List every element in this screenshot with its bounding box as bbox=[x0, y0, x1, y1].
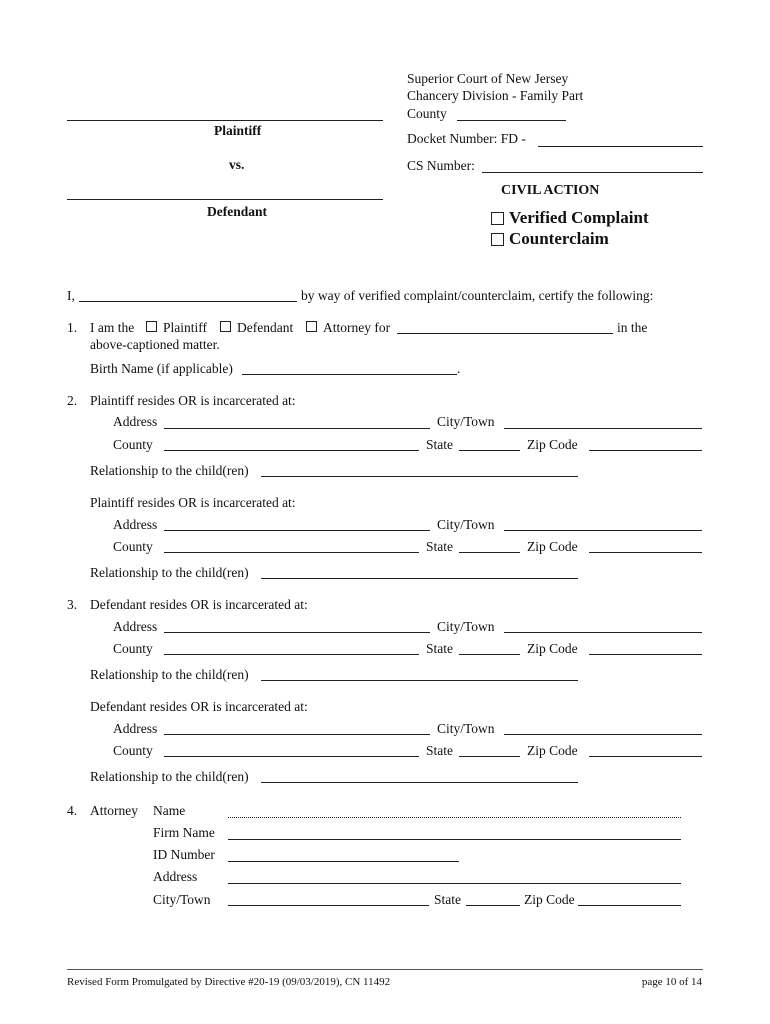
plaintiff-state-field[interactable] bbox=[459, 450, 520, 451]
i-am-the-label: I am the bbox=[90, 320, 135, 335]
address-label: Address bbox=[113, 414, 158, 429]
zip-code-label: Zip Code bbox=[527, 743, 578, 758]
plaintiff-caption-label: Plaintiff bbox=[214, 123, 262, 138]
defendant-state-field[interactable] bbox=[459, 654, 520, 655]
counterclaim-label: Counterclaim bbox=[509, 229, 609, 248]
birth-name-period: . bbox=[457, 361, 461, 376]
court-division: Chancery Division - Family Part bbox=[407, 88, 584, 103]
firm-name-label: Firm Name bbox=[153, 825, 215, 840]
id-number-label: ID Number bbox=[153, 847, 215, 862]
relationship-label: Relationship to the child(ren) bbox=[90, 565, 249, 580]
footer-divider bbox=[67, 969, 703, 970]
certify-text: by way of verified complaint/counterclaim, certify the following: bbox=[301, 288, 654, 303]
attorney-label: Attorney bbox=[90, 803, 138, 818]
verified-complaint-checkbox[interactable] bbox=[491, 212, 504, 225]
cs-number-label: CS Number: bbox=[407, 158, 475, 173]
firm-name-field[interactable] bbox=[228, 839, 681, 840]
defendant-2-relationship-field[interactable] bbox=[261, 782, 578, 783]
attorney-name-field[interactable] bbox=[228, 817, 681, 818]
defendant-option-label: Defendant bbox=[237, 320, 294, 335]
plaintiff-city-field[interactable] bbox=[504, 428, 702, 429]
defendant-city-field[interactable] bbox=[504, 632, 702, 633]
city-town-label: City/Town bbox=[437, 721, 495, 736]
city-town-label: City/Town bbox=[437, 619, 495, 634]
in-the-label: in the bbox=[617, 320, 648, 335]
docket-number-field[interactable] bbox=[538, 146, 703, 147]
defendant-zip-field[interactable] bbox=[589, 654, 702, 655]
page-number: page 10 of 14 bbox=[641, 976, 702, 988]
zip-code-label: Zip Code bbox=[527, 539, 578, 554]
defendant-residence-heading-2: Defendant resides OR is incarcerated at: bbox=[90, 699, 308, 714]
item-3-number: 3. bbox=[67, 597, 78, 612]
defendant-caption-label: Defendant bbox=[207, 204, 267, 219]
plaintiff-address-field[interactable] bbox=[164, 428, 430, 429]
attorney-state-field[interactable] bbox=[466, 905, 520, 906]
vs-label: vs. bbox=[229, 157, 245, 172]
attorney-for-label: Attorney for bbox=[323, 320, 391, 335]
docket-number-label: Docket Number: FD - bbox=[407, 131, 526, 146]
plaintiff-2-state-field[interactable] bbox=[459, 552, 520, 553]
verified-complaint-label: Verified Complaint bbox=[509, 208, 649, 227]
relationship-label: Relationship to the child(ren) bbox=[90, 463, 249, 478]
plaintiff-option-label: Plaintiff bbox=[163, 320, 208, 335]
attorney-zip-label: Zip Code bbox=[524, 892, 575, 907]
plaintiff-residence-heading: Plaintiff resides OR is incarcerated at: bbox=[90, 393, 296, 408]
county-label: County bbox=[113, 539, 153, 554]
attorney-city-field[interactable] bbox=[228, 905, 429, 906]
state-label: State bbox=[426, 641, 453, 656]
attorney-state-label: State bbox=[434, 892, 461, 907]
defendant-2-state-field[interactable] bbox=[459, 756, 520, 757]
plaintiff-2-county-field[interactable] bbox=[164, 552, 419, 553]
zip-code-label: Zip Code bbox=[527, 641, 578, 656]
plaintiff-2-zip-field[interactable] bbox=[589, 552, 702, 553]
certifier-name-field[interactable] bbox=[79, 301, 297, 302]
plaintiff-residence-heading-2: Plaintiff resides OR is incarcerated at: bbox=[90, 495, 296, 510]
attorney-address-label: Address bbox=[153, 869, 198, 884]
relationship-label: Relationship to the child(ren) bbox=[90, 667, 249, 682]
defendant-residence-heading: Defendant resides OR is incarcerated at: bbox=[90, 597, 308, 612]
item-2-number: 2. bbox=[67, 393, 78, 408]
court-name: Superior Court of New Jersey bbox=[407, 71, 569, 86]
counterclaim-checkbox[interactable] bbox=[491, 233, 504, 246]
relationship-label: Relationship to the child(ren) bbox=[90, 769, 249, 784]
attorney-zip-field[interactable] bbox=[578, 905, 681, 906]
attorney-for-field[interactable] bbox=[397, 333, 613, 334]
state-label: State bbox=[426, 743, 453, 758]
birth-name-label: Birth Name (if applicable) bbox=[90, 361, 233, 376]
plaintiff-relationship-field[interactable] bbox=[261, 476, 578, 477]
cs-number-field[interactable] bbox=[482, 172, 703, 173]
above-captioned-label: above-captioned matter. bbox=[90, 337, 220, 352]
defendant-address-field[interactable] bbox=[164, 632, 430, 633]
plaintiff-checkbox[interactable] bbox=[146, 321, 157, 332]
address-label: Address bbox=[113, 721, 158, 736]
defendant-county-field[interactable] bbox=[164, 654, 419, 655]
plaintiff-name-field[interactable] bbox=[67, 120, 383, 121]
revised-form-note: Revised Form Promulgated by Directive #20-19 (09/03/2019), CN 11492 bbox=[67, 976, 391, 988]
county-label: County bbox=[407, 106, 447, 121]
attorney-for-checkbox[interactable] bbox=[306, 321, 317, 332]
zip-code-label: Zip Code bbox=[527, 437, 578, 452]
plaintiff-2-city-field[interactable] bbox=[504, 530, 702, 531]
county-field[interactable] bbox=[457, 120, 566, 121]
address-label: Address bbox=[113, 517, 158, 532]
intro-i-label: I, bbox=[67, 288, 75, 303]
city-town-label: City/Town bbox=[437, 517, 495, 532]
defendant-2-address-field[interactable] bbox=[164, 734, 430, 735]
state-label: State bbox=[426, 539, 453, 554]
birth-name-field[interactable] bbox=[242, 374, 457, 375]
attorney-name-label: Name bbox=[153, 803, 186, 818]
city-town-label: City/Town bbox=[437, 414, 495, 429]
plaintiff-county-field[interactable] bbox=[164, 450, 419, 451]
id-number-field[interactable] bbox=[228, 861, 459, 862]
item-1-number: 1. bbox=[67, 320, 78, 335]
plaintiff-2-relationship-field[interactable] bbox=[261, 578, 578, 579]
defendant-2-county-field[interactable] bbox=[164, 756, 419, 757]
attorney-city-label: City/Town bbox=[153, 892, 211, 907]
state-label: State bbox=[426, 437, 453, 452]
defendant-relationship-field[interactable] bbox=[261, 680, 578, 681]
defendant-2-zip-field[interactable] bbox=[589, 756, 702, 757]
plaintiff-2-address-field[interactable] bbox=[164, 530, 430, 531]
address-label: Address bbox=[113, 619, 158, 634]
defendant-checkbox[interactable] bbox=[220, 321, 231, 332]
county-label: County bbox=[113, 437, 153, 452]
item-4-number: 4. bbox=[67, 803, 78, 818]
defendant-2-city-field[interactable] bbox=[504, 734, 702, 735]
county-label: County bbox=[113, 743, 153, 758]
plaintiff-zip-field[interactable] bbox=[589, 450, 702, 451]
civil-action-title: CIVIL ACTION bbox=[501, 183, 600, 198]
county-label: County bbox=[113, 641, 153, 656]
defendant-name-field[interactable] bbox=[67, 199, 383, 200]
attorney-address-field[interactable] bbox=[228, 883, 681, 884]
